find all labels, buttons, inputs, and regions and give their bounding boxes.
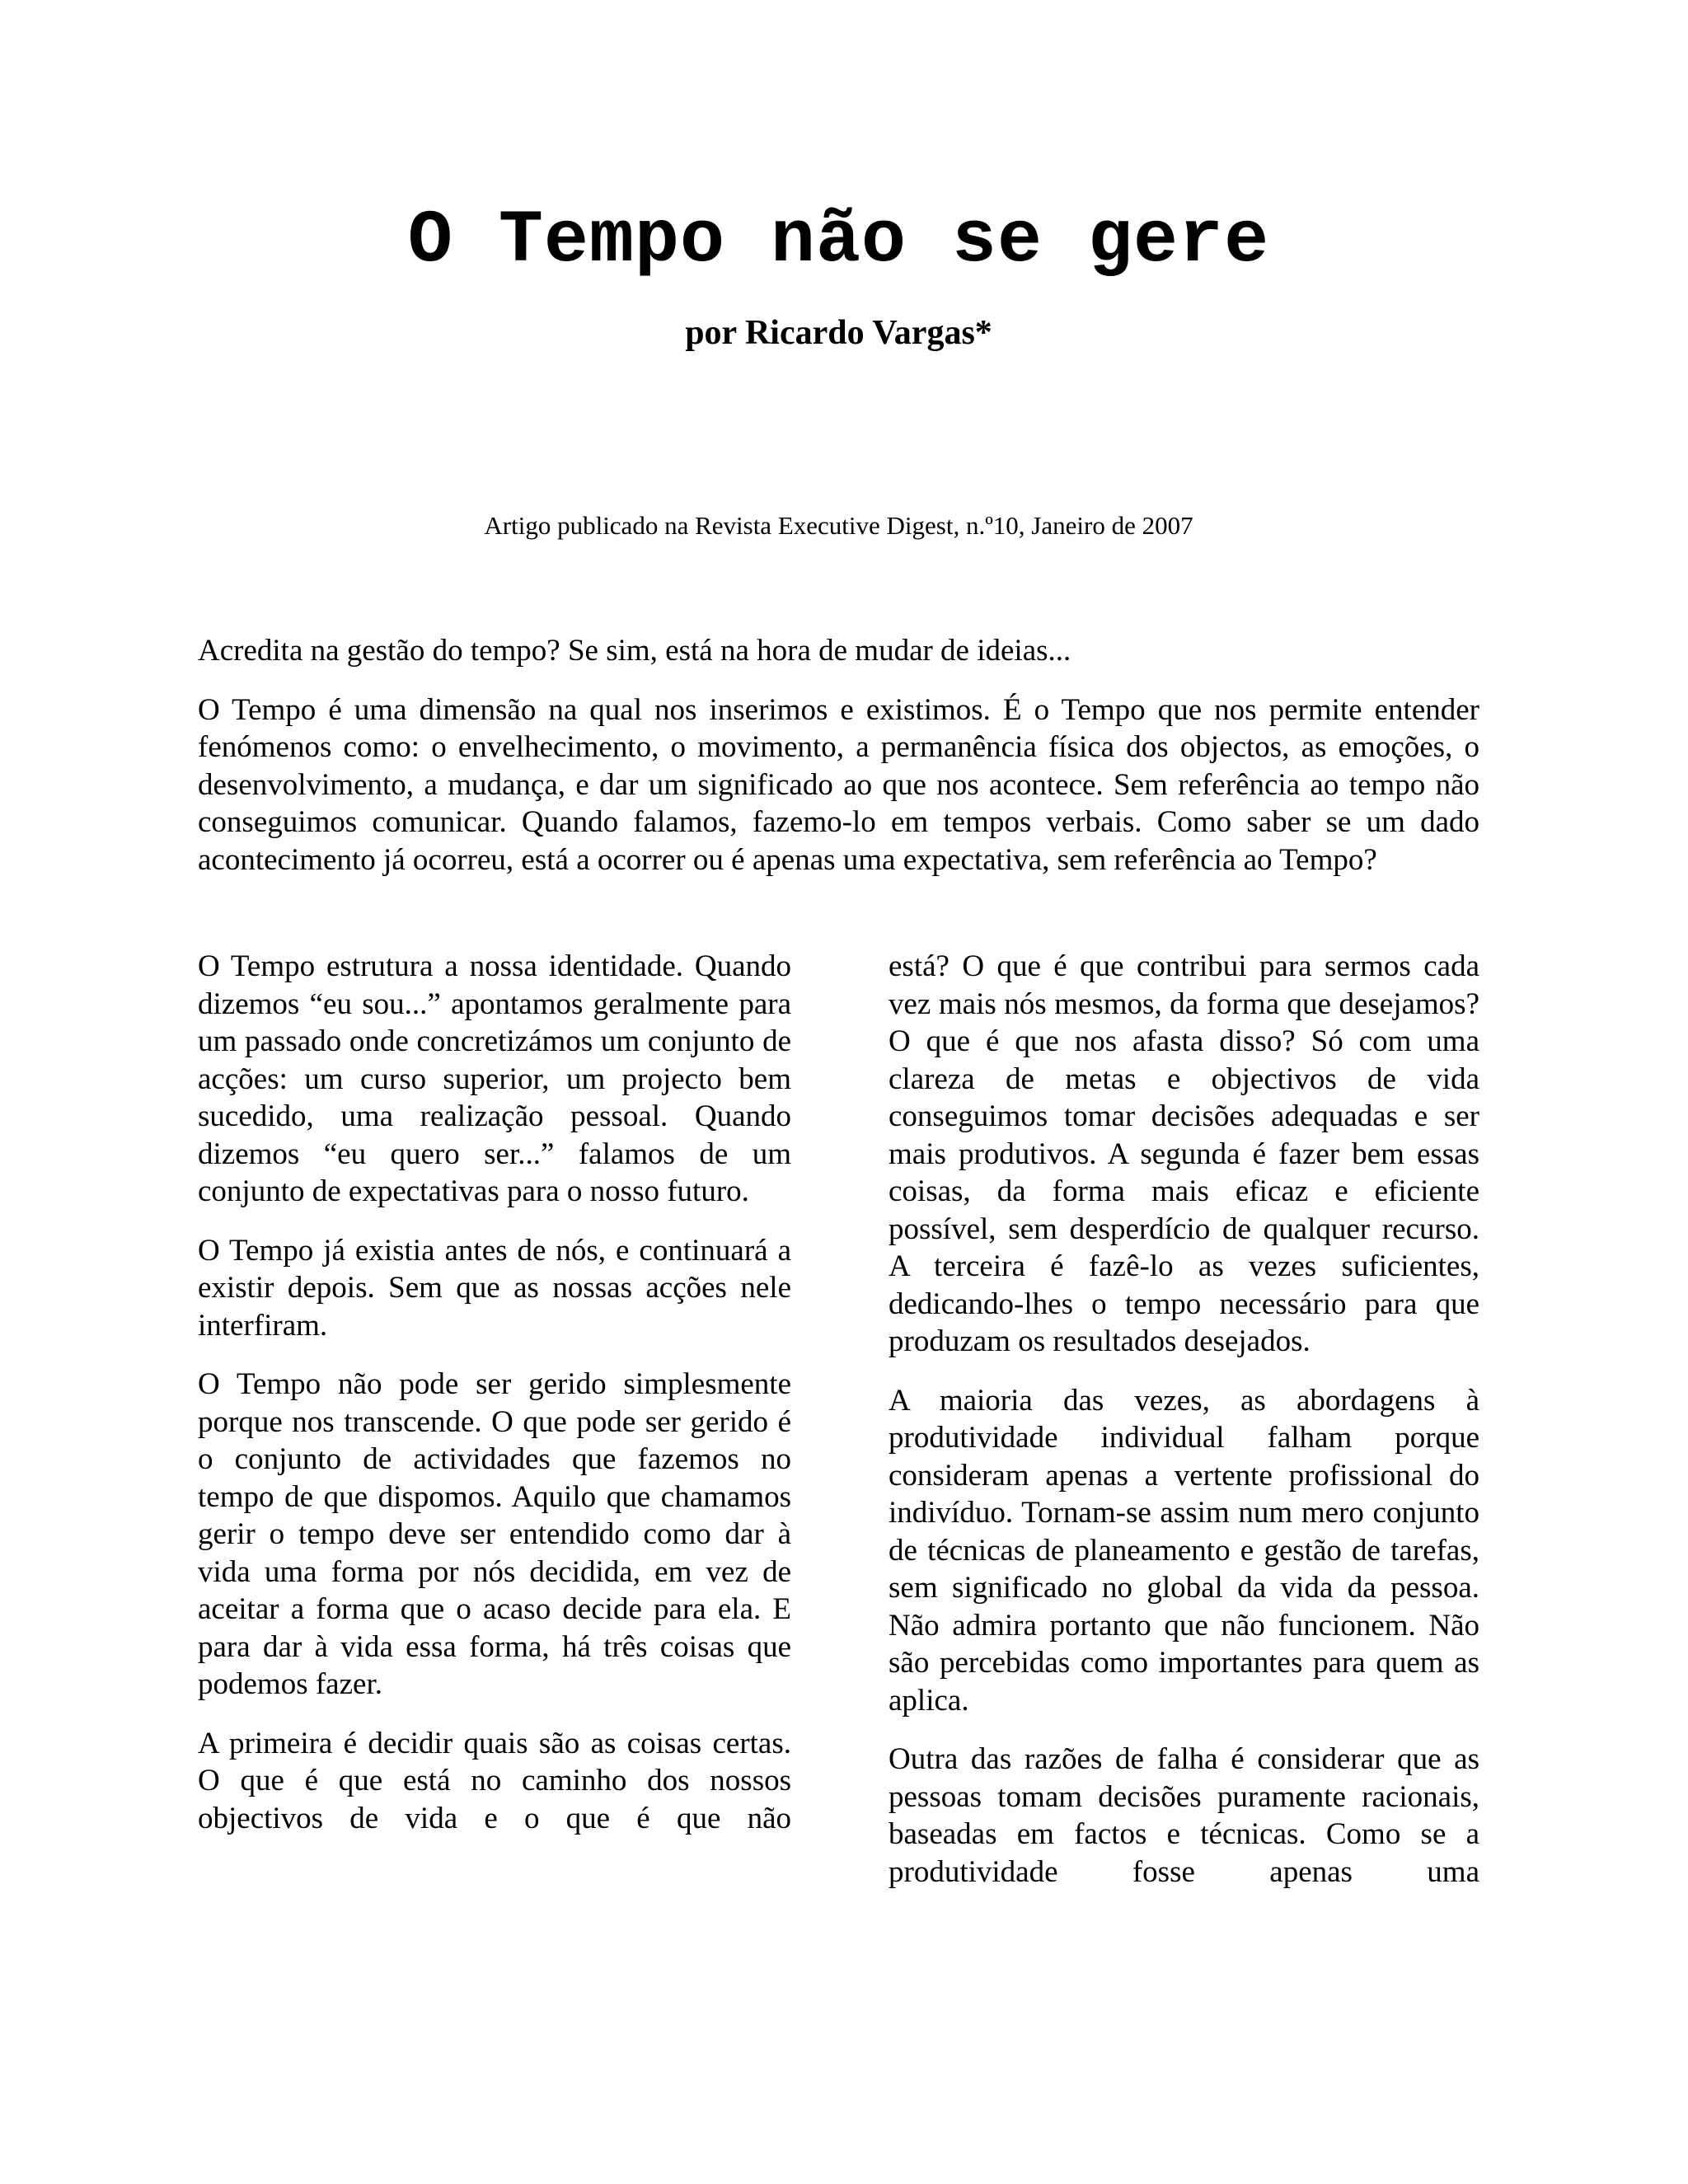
body-paragraph: O Tempo já existia antes de nós, e continuará a existir depois. Sem que as nossas acções nele interfiram. (198, 1233, 791, 1343)
body-paragraph: O Tempo não pode ser gerido simplesmente porque nos transcende. O que pode ser gerido é o conjunto de actividades que fazemos no tempo de que dispomos. Aquilo que chamamos gerir o tempo deve ser entendido como dar à vida uma forma por nós decidida, em vez de aceitar a forma que o acaso decide para ela. E para dar à vida essa forma, há três coisas que podemos fazer. (198, 1367, 791, 1701)
body-paragraph: A primeira é decidir quais são as coisas certas. O que é que está no caminho dos nossos objectivos de vida e o que é que não (198, 1726, 791, 1835)
author-byline: por Ricardo Vargas* (685, 314, 992, 352)
left-column (198, 948, 791, 1858)
right-column (889, 948, 1479, 1912)
body-paragraph: A maioria das vezes, as abordagens à produtividade individual falham porque consideram apenas a vertente profissional do indivíduo. Tornam-se assim num mero conjunto de técnicas de planeamento e gestão de tarefas, sem significado no global da vida da pessoa. Não admira portanto que não funcionem. Não são percebidas como importantes para quem as aplica. (889, 1383, 1479, 1718)
intro-paragraph: O Tempo é uma dimensão na qual nos inserimos e existimos. É o Tempo que nos permite entender fenómenos como: o envelhecimento, o movimento, a permanência física dos objectos, as emoções, o desenvolvimento, a mudança, e dar um significado ao que nos acontece. Sem referência ao tempo não conseguimos comunicar. Quando falamos, fazemo-lo em tempos verbais. Como saber se um dado acontecimento já ocorreu, está a ocorrer ou é apenas uma expectativa, sem referência ao Tempo? (198, 692, 1479, 877)
body-paragraph: Outra das razões de falha é considerar que as pessoas tomam decisões puramente racionais, baseadas em factos e técnicas. Como se a produtividade fosse apenas uma (889, 1742, 1479, 1889)
publication-note: Artigo publicado na Revista Executive Digest, n.º10, Janeiro de 2007 (484, 511, 1193, 540)
article-title: O Tempo não se gere (407, 199, 1270, 284)
body-paragraph: O Tempo estrutura a nossa identidade. Quando dizemos “eu sou...” apontamos geralmente para um passado onde concretizámos um conjunto de acções: um curso superior, um projecto bem sucedido, uma realização pessoal. Quando dizemos “eu quero ser...” falamos de um conjunto de expectativas para o nosso futuro. (198, 949, 791, 1208)
intro-paragraph: Acredita na gestão do tempo? Se sim, está na hora de mudar de ideias... (198, 634, 1071, 668)
body-paragraph: está? O que é que contribui para sermos cada vez mais nós mesmos, da forma que desejamos? O que é que nos afasta disso? Só com uma clareza de metas e objectivos de vida conseguimos tomar decisões adequadas e ser mais produtivos. A segunda é fazer bem essas coisas, da forma mais eficaz e eficiente possível, sem desperdício de qualquer recurso. A terceira é fazê-lo as vezes suficientes, dedicando-lhes o tempo necessário para que produzam os resultados desejados. (889, 949, 1479, 1358)
intro-section (198, 632, 1479, 900)
